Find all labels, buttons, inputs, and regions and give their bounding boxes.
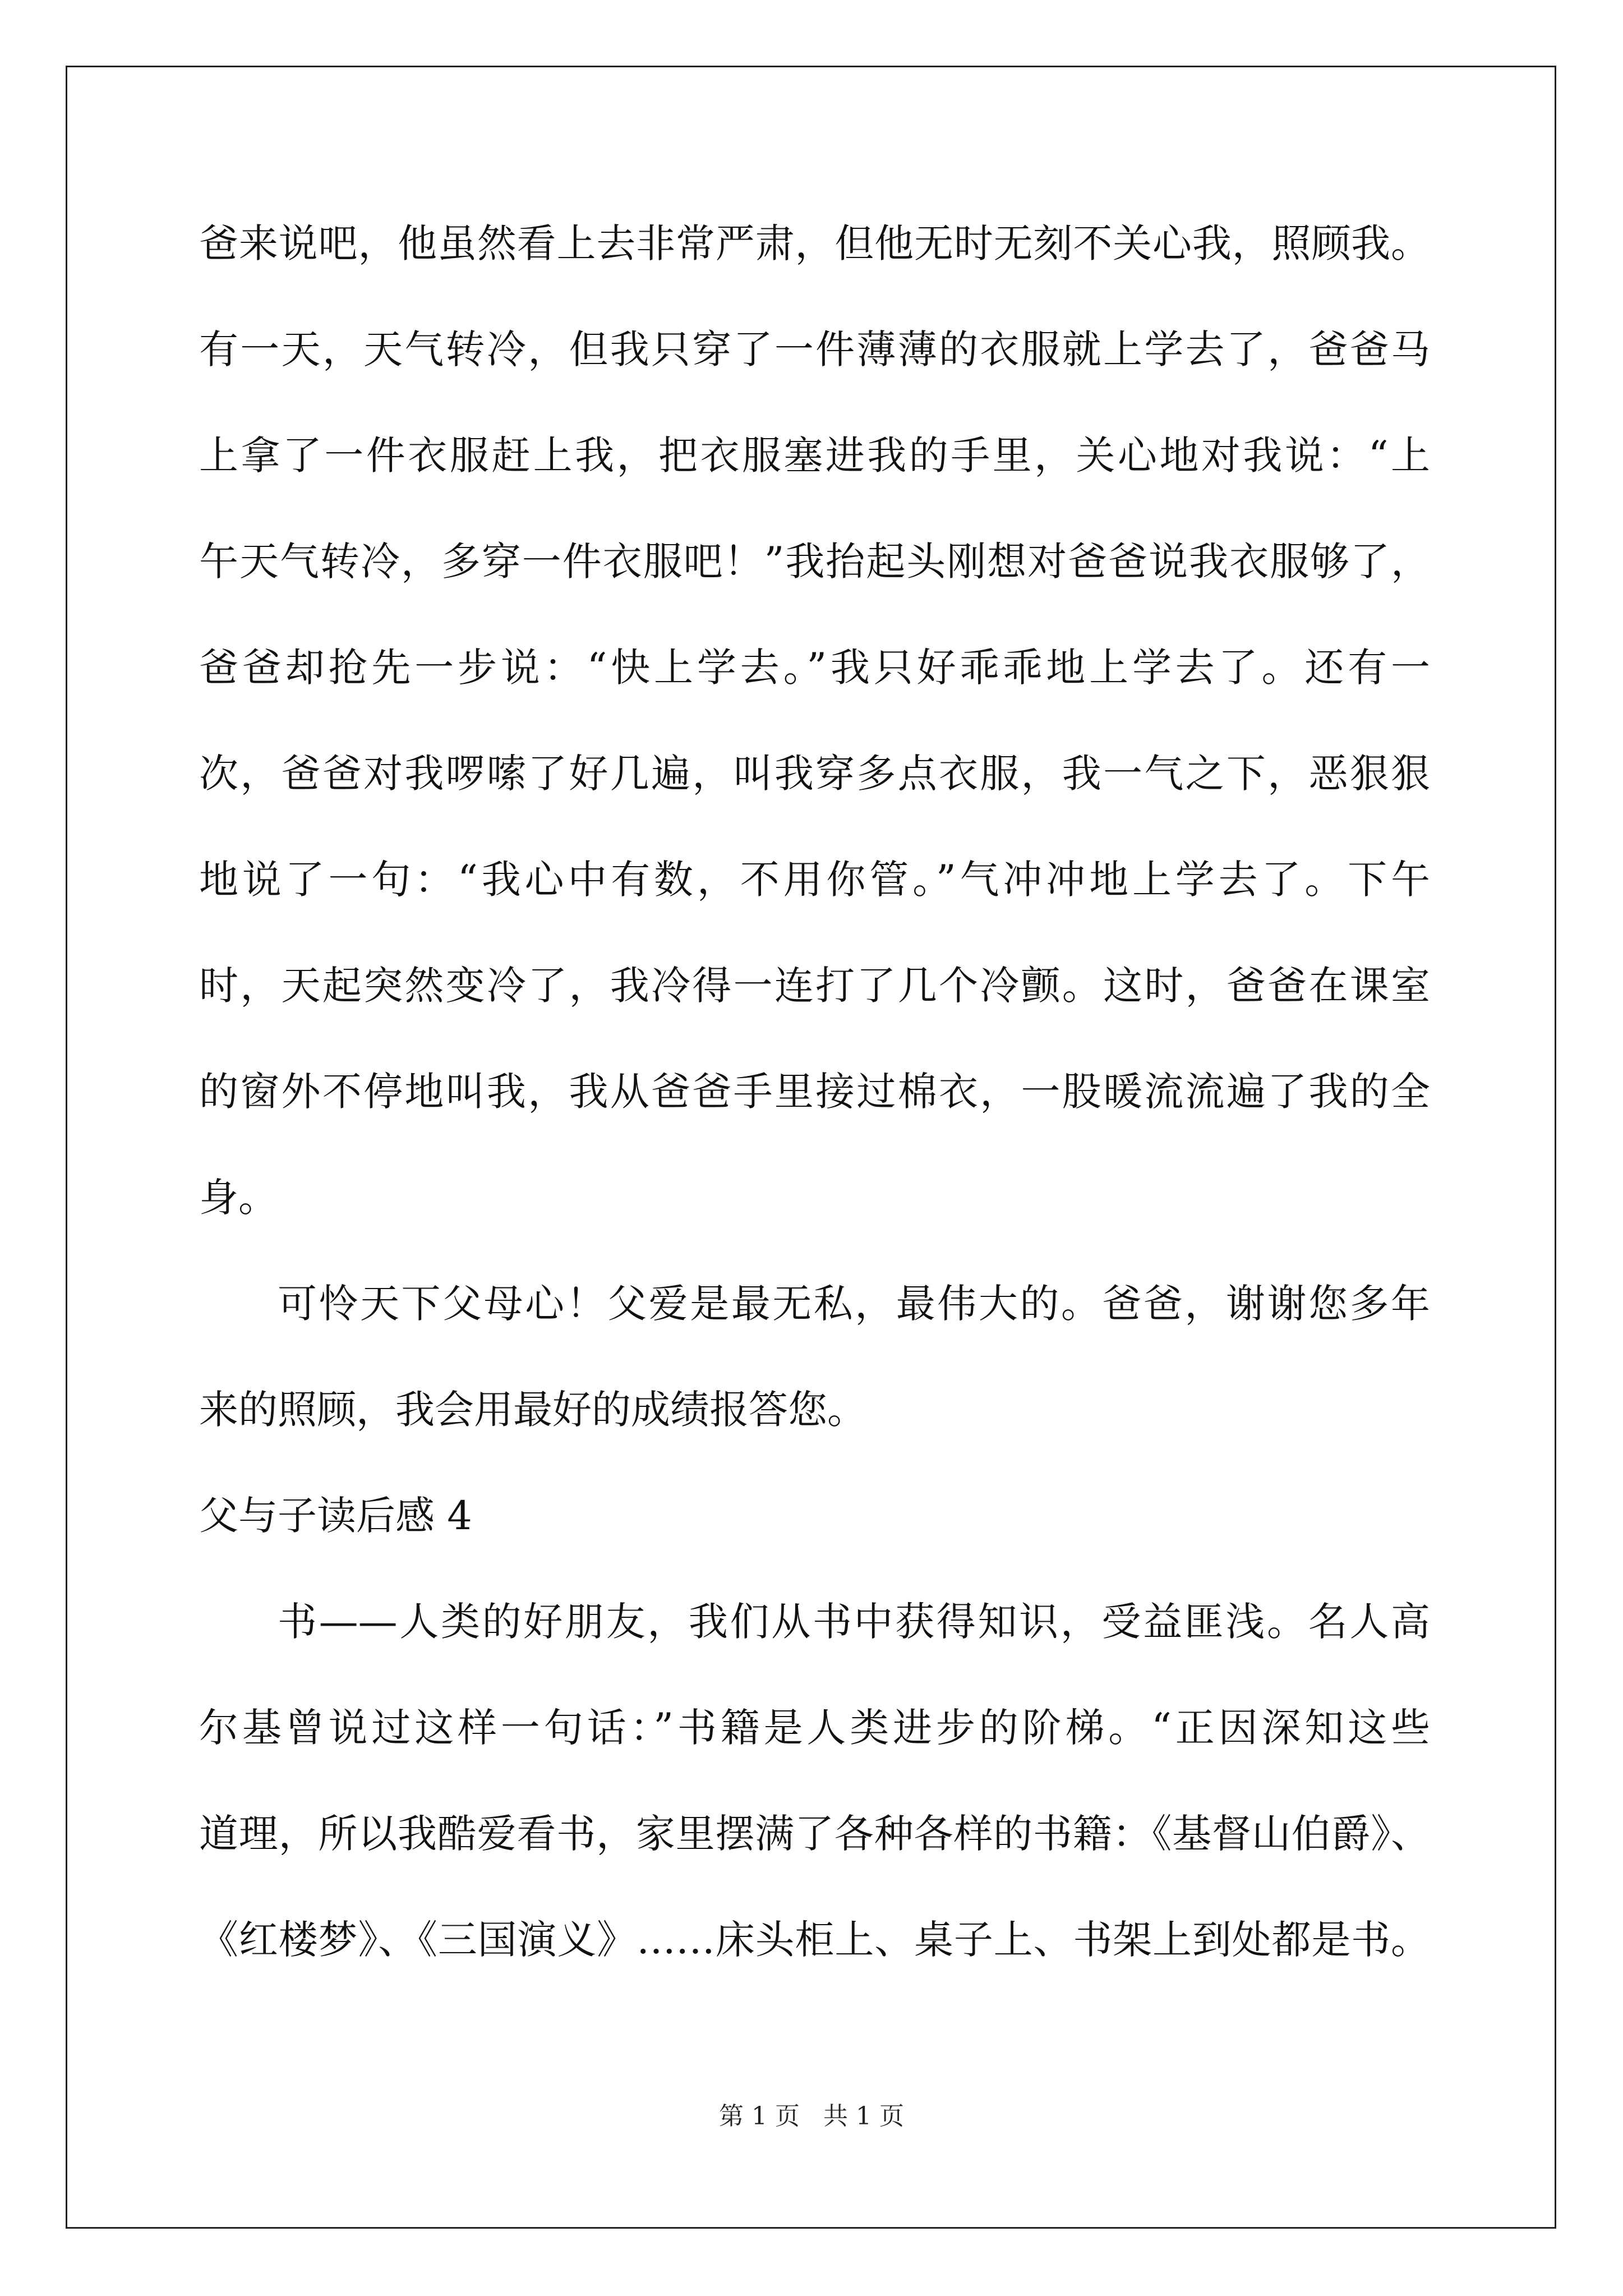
paragraph-line: 次，爸爸对我啰嗦了好几遍，叫我穿多点衣服，我一气之下，恶狠狠 — [199, 751, 1430, 797]
paragraph-line: 书——人类的好朋友，我们从书中获得知识，受益匪浅。名人高 — [278, 1599, 1430, 1645]
paragraph-line: 上拿了一件衣服赶上我，把衣服塞进我的手里，关心地对我说：“上 — [199, 432, 1430, 478]
paragraph-line: 身。 — [199, 1175, 278, 1221]
page-footer: 第 1 页 共 1 页 — [719, 2102, 904, 2131]
paragraph-line: 午天气转冷，多穿一件衣服吧！”我抬起头刚想对爸爸说我衣服够了， — [199, 539, 1430, 585]
paragraph-line: 尔基曾说过这样一句话：”书籍是人类进步的阶梯。“正因深知这些 — [199, 1705, 1430, 1751]
paragraph-line: 可怜天下父母心！父爱是最无私，最伟大的。爸爸，谢谢您多年 — [278, 1281, 1430, 1327]
paragraph-line: 爸爸却抢先一步说：“快上学去。”我只好乖乖地上学去了。还有一 — [199, 645, 1430, 691]
paragraph-line: 时，天起突然变冷了，我冷得一连打了几个冷颤。这时，爸爸在课室 — [199, 963, 1430, 1009]
paragraph-line: 的窗外不停地叫我，我从爸爸手里接过棉衣，一股暖流流遍了我的全 — [199, 1069, 1430, 1115]
paragraph-line: 地说了一句：“我心中有数，不用你管。”气冲冲地上学去了。下午 — [199, 857, 1430, 903]
paragraph-line: 道理，所以我酷爱看书，家里摆满了各种各样的书籍：《基督山伯爵》、 — [199, 1811, 1430, 1857]
paragraph-line: 来的照顾，我会用最好的成绩报答您。 — [199, 1387, 866, 1433]
paragraph-line: 爸来说吧，他虽然看上去非常严肃，但他无时无刻不关心我，照顾我。 — [199, 220, 1430, 266]
paragraph-line: 《红楼梦》、《三国演义》……床头柜上、桌子上、书架上到处都是书。 — [199, 1917, 1430, 1963]
section-heading: 父与子读后感 4 — [199, 1493, 472, 1539]
paragraph-line: 有一天，天气转冷，但我只穿了一件薄薄的衣服就上学去了，爸爸马 — [199, 326, 1430, 372]
document-body — [199, 191, 1489, 1993]
